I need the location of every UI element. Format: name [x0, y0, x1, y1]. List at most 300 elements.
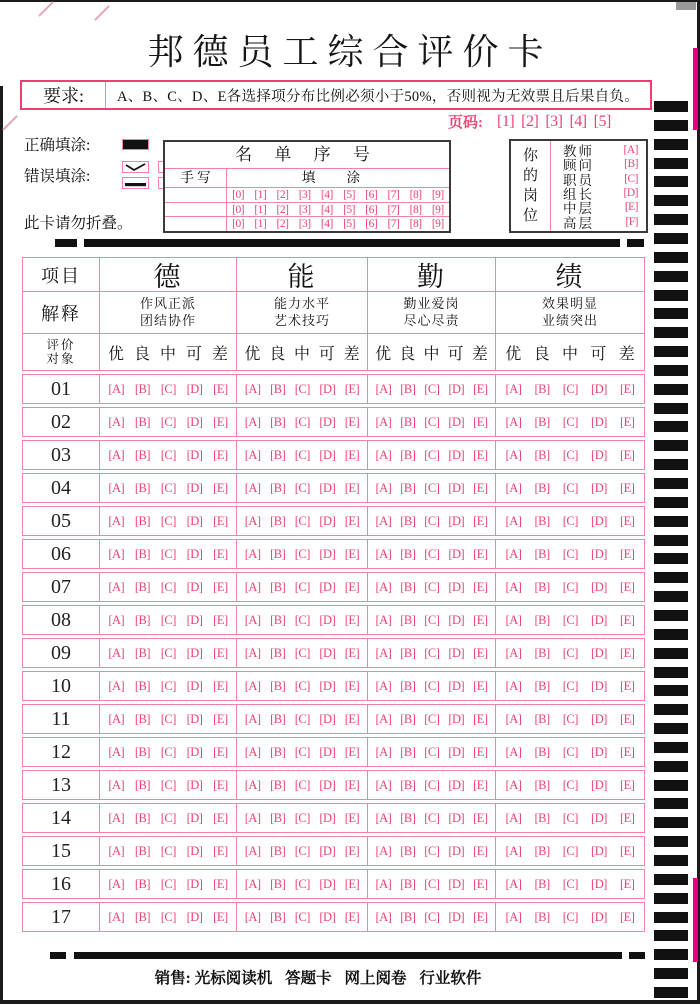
answer-bubble[interactable]: [B]	[400, 480, 416, 495]
answer-bubble[interactable]: [D]	[186, 909, 203, 924]
answer-bubble[interactable]: [C]	[424, 777, 440, 792]
answer-bubble[interactable]: [D]	[591, 711, 607, 726]
answer-bubble[interactable]: [B]	[270, 777, 286, 792]
position-bubble[interactable]: [B]	[624, 158, 638, 171]
answer-bubble[interactable]: [B]	[134, 909, 151, 924]
answer-bubble[interactable]: [C]	[562, 777, 578, 792]
answer-bubble[interactable]: [D]	[448, 414, 465, 429]
answer-bubble[interactable]: [D]	[186, 678, 203, 693]
answer-bubble[interactable]: [C]	[562, 909, 578, 924]
answer-bubble[interactable]: [D]	[186, 381, 203, 396]
answer-bubble[interactable]: [E]	[213, 876, 228, 891]
answer-bubble[interactable]: [E]	[473, 612, 488, 627]
answer-bubble[interactable]: [D]	[448, 381, 465, 396]
page-number-bubble[interactable]: [3]	[545, 112, 563, 130]
answer-bubble[interactable]: [D]	[591, 777, 607, 792]
answer-bubble[interactable]: [B]	[534, 744, 550, 759]
answer-bubble[interactable]: [A]	[108, 744, 125, 759]
digit-bubble[interactable]: [4]	[320, 188, 333, 201]
answer-bubble[interactable]: [A]	[375, 810, 392, 825]
answer-bubble[interactable]: [C]	[160, 612, 176, 627]
answer-bubble[interactable]: [C]	[424, 480, 440, 495]
answer-bubble[interactable]: [A]	[375, 843, 392, 858]
answer-bubble[interactable]: [B]	[534, 612, 550, 627]
answer-bubble[interactable]: [E]	[619, 579, 635, 594]
answer-bubble[interactable]: [A]	[244, 810, 261, 825]
answer-bubble[interactable]: [A]	[108, 843, 125, 858]
answer-bubble[interactable]: [D]	[591, 513, 607, 528]
answer-bubble[interactable]: [E]	[344, 546, 360, 561]
answer-bubble[interactable]: [C]	[294, 480, 310, 495]
answer-bubble[interactable]: [B]	[400, 843, 416, 858]
answer-bubble[interactable]: [A]	[108, 546, 125, 561]
digit-bubble[interactable]: [2]	[276, 218, 289, 231]
answer-bubble[interactable]: [C]	[424, 645, 440, 660]
answer-bubble[interactable]: [B]	[134, 546, 151, 561]
answer-bubble[interactable]: [C]	[160, 414, 176, 429]
answer-bubble[interactable]: [B]	[270, 612, 286, 627]
digit-bubble[interactable]: [1]	[254, 188, 267, 201]
answer-bubble[interactable]: [B]	[534, 579, 550, 594]
answer-bubble[interactable]: [E]	[473, 876, 488, 891]
answer-bubble[interactable]: [D]	[186, 579, 203, 594]
answer-bubble[interactable]: [B]	[534, 480, 550, 495]
answer-bubble[interactable]: [C]	[562, 480, 578, 495]
answer-bubble[interactable]: [B]	[134, 678, 151, 693]
answer-bubble[interactable]: [E]	[213, 513, 228, 528]
answer-bubble[interactable]: [C]	[562, 711, 578, 726]
answer-bubble[interactable]: [A]	[505, 480, 522, 495]
digit-bubble[interactable]: [1]	[254, 218, 267, 231]
answer-bubble[interactable]: [C]	[424, 876, 440, 891]
digit-bubble[interactable]: [6]	[365, 203, 378, 216]
answer-bubble[interactable]: [D]	[319, 447, 336, 462]
answer-bubble[interactable]: [B]	[534, 711, 550, 726]
answer-bubble[interactable]: [B]	[134, 711, 151, 726]
answer-bubble[interactable]: [C]	[160, 546, 176, 561]
answer-bubble[interactable]: [A]	[375, 612, 392, 627]
digit-bubble[interactable]: [5]	[343, 188, 355, 201]
answer-bubble[interactable]: [E]	[344, 480, 360, 495]
answer-bubble[interactable]: [A]	[505, 414, 522, 429]
answer-bubble[interactable]: [D]	[319, 579, 336, 594]
answer-bubble[interactable]: [B]	[400, 579, 416, 594]
answer-bubble[interactable]: [C]	[160, 447, 176, 462]
answer-bubble[interactable]: [D]	[186, 711, 203, 726]
answer-bubble[interactable]: [D]	[319, 414, 336, 429]
answer-bubble[interactable]: [B]	[400, 612, 416, 627]
answer-bubble[interactable]: [E]	[473, 480, 488, 495]
answer-bubble[interactable]: [A]	[375, 381, 392, 396]
answer-bubble[interactable]: [E]	[473, 678, 488, 693]
answer-bubble[interactable]: [E]	[213, 744, 228, 759]
answer-bubble[interactable]: [D]	[591, 678, 607, 693]
answer-bubble[interactable]: [E]	[344, 612, 360, 627]
answer-bubble[interactable]: [D]	[186, 876, 203, 891]
digit-bubble[interactable]: [2]	[276, 188, 289, 201]
answer-bubble[interactable]: [D]	[448, 777, 465, 792]
digit-bubble[interactable]: [7]	[387, 188, 400, 201]
answer-bubble[interactable]: [B]	[400, 876, 416, 891]
answer-bubble[interactable]: [D]	[319, 612, 336, 627]
answer-bubble[interactable]: [C]	[562, 876, 578, 891]
answer-bubble[interactable]: [A]	[108, 876, 125, 891]
answer-bubble[interactable]: [B]	[534, 414, 550, 429]
answer-bubble[interactable]: [C]	[294, 612, 310, 627]
answer-bubble[interactable]: [B]	[134, 843, 151, 858]
answer-bubble[interactable]: [A]	[244, 579, 261, 594]
answer-bubble[interactable]: [B]	[534, 909, 550, 924]
answer-bubble[interactable]: [A]	[505, 843, 522, 858]
answer-bubble[interactable]: [A]	[108, 810, 125, 825]
answer-bubble[interactable]: [D]	[448, 579, 465, 594]
answer-bubble[interactable]: [A]	[375, 777, 392, 792]
answer-bubble[interactable]: [E]	[473, 744, 488, 759]
answer-bubble[interactable]: [A]	[108, 480, 125, 495]
answer-bubble[interactable]: [E]	[213, 447, 228, 462]
answer-bubble[interactable]: [A]	[375, 678, 392, 693]
answer-bubble[interactable]: [C]	[294, 711, 310, 726]
answer-bubble[interactable]: [D]	[319, 744, 336, 759]
answer-bubble[interactable]: [E]	[213, 546, 228, 561]
answer-bubble[interactable]: [E]	[344, 876, 360, 891]
answer-bubble[interactable]: [A]	[375, 579, 392, 594]
answer-bubble[interactable]: [B]	[270, 744, 286, 759]
answer-bubble[interactable]: [B]	[534, 678, 550, 693]
answer-bubble[interactable]: [E]	[213, 843, 228, 858]
answer-bubble[interactable]: [C]	[562, 447, 578, 462]
answer-bubble[interactable]: [A]	[505, 381, 522, 396]
answer-bubble[interactable]: [B]	[270, 645, 286, 660]
answer-bubble[interactable]: [B]	[134, 744, 151, 759]
answer-bubble[interactable]: [A]	[244, 414, 261, 429]
answer-bubble[interactable]: [A]	[505, 579, 522, 594]
answer-bubble[interactable]: [B]	[400, 513, 416, 528]
answer-bubble[interactable]: [D]	[186, 843, 203, 858]
answer-bubble[interactable]: [D]	[186, 513, 203, 528]
answer-bubble[interactable]: [C]	[160, 843, 176, 858]
answer-bubble[interactable]: [E]	[213, 678, 228, 693]
answer-bubble[interactable]: [B]	[534, 843, 550, 858]
answer-bubble[interactable]: [A]	[375, 513, 392, 528]
answer-bubble[interactable]: [C]	[160, 579, 176, 594]
answer-bubble[interactable]: [E]	[344, 513, 360, 528]
answer-bubble[interactable]: [E]	[619, 381, 635, 396]
answer-bubble[interactable]: [B]	[270, 480, 286, 495]
answer-bubble[interactable]: [A]	[505, 711, 522, 726]
answer-bubble[interactable]: [C]	[424, 414, 440, 429]
answer-bubble[interactable]: [A]	[108, 447, 125, 462]
digit-bubble[interactable]: [9]	[431, 203, 444, 216]
digit-bubble[interactable]: [8]	[409, 218, 422, 231]
answer-bubble[interactable]: [E]	[619, 414, 635, 429]
answer-bubble[interactable]: [D]	[186, 777, 203, 792]
answer-bubble[interactable]: [E]	[213, 711, 228, 726]
answer-bubble[interactable]: [B]	[134, 414, 151, 429]
answer-bubble[interactable]: [B]	[134, 612, 151, 627]
answer-bubble[interactable]: [C]	[424, 546, 440, 561]
answer-bubble[interactable]: [E]	[213, 579, 228, 594]
answer-bubble[interactable]: [A]	[108, 678, 125, 693]
answer-bubble[interactable]: [D]	[319, 381, 336, 396]
answer-bubble[interactable]: [C]	[294, 909, 310, 924]
answer-bubble[interactable]: [D]	[591, 579, 607, 594]
answer-bubble[interactable]: [A]	[375, 876, 392, 891]
answer-bubble[interactable]: [C]	[424, 381, 440, 396]
digit-bubble[interactable]: [6]	[365, 218, 378, 231]
answer-bubble[interactable]: [E]	[473, 645, 488, 660]
answer-bubble[interactable]: [A]	[108, 414, 125, 429]
answer-bubble[interactable]: [D]	[591, 381, 607, 396]
answer-bubble[interactable]: [B]	[270, 810, 286, 825]
position-bubble[interactable]: [C]	[624, 172, 638, 185]
answer-bubble[interactable]: [B]	[134, 513, 151, 528]
answer-bubble[interactable]: [A]	[505, 876, 522, 891]
answer-bubble[interactable]: [E]	[473, 447, 488, 462]
answer-bubble[interactable]: [D]	[448, 909, 465, 924]
answer-bubble[interactable]: [C]	[562, 546, 578, 561]
answer-bubble[interactable]: [E]	[473, 546, 488, 561]
answer-bubble[interactable]: [A]	[244, 777, 261, 792]
answer-bubble[interactable]: [E]	[619, 447, 635, 462]
answer-bubble[interactable]: [B]	[134, 645, 151, 660]
answer-bubble[interactable]: [E]	[619, 645, 635, 660]
answer-bubble[interactable]: [B]	[534, 777, 550, 792]
answer-bubble[interactable]: [A]	[244, 876, 261, 891]
answer-bubble[interactable]: [B]	[134, 447, 151, 462]
answer-bubble[interactable]: [D]	[591, 546, 607, 561]
answer-bubble[interactable]: [B]	[270, 381, 286, 396]
digit-bubble[interactable]: [0]	[232, 203, 245, 216]
answer-bubble[interactable]: [D]	[448, 447, 465, 462]
answer-bubble[interactable]: [A]	[244, 546, 261, 561]
page-number-bubble[interactable]: [4]	[569, 112, 587, 130]
answer-bubble[interactable]: [C]	[294, 513, 310, 528]
answer-bubble[interactable]: [E]	[344, 678, 360, 693]
handwrite-cell[interactable]	[165, 203, 227, 217]
answer-bubble[interactable]: [B]	[270, 414, 286, 429]
answer-bubble[interactable]: [C]	[424, 678, 440, 693]
answer-bubble[interactable]: [E]	[213, 480, 228, 495]
answer-bubble[interactable]: [B]	[270, 447, 286, 462]
answer-bubble[interactable]: [D]	[319, 513, 336, 528]
answer-bubble[interactable]: [A]	[244, 678, 261, 693]
answer-bubble[interactable]: [E]	[473, 513, 488, 528]
answer-bubble[interactable]: [B]	[270, 909, 286, 924]
answer-bubble[interactable]: [C]	[562, 744, 578, 759]
answer-bubble[interactable]: [C]	[294, 381, 310, 396]
answer-bubble[interactable]: [B]	[270, 876, 286, 891]
answer-bubble[interactable]: [B]	[400, 414, 416, 429]
answer-bubble[interactable]: [C]	[562, 414, 578, 429]
answer-bubble[interactable]: [A]	[505, 447, 522, 462]
position-bubble[interactable]: [A]	[623, 144, 638, 157]
answer-bubble[interactable]: [C]	[562, 678, 578, 693]
answer-bubble[interactable]: [D]	[591, 480, 607, 495]
answer-bubble[interactable]: [E]	[619, 876, 635, 891]
answer-bubble[interactable]: [B]	[534, 546, 550, 561]
answer-bubble[interactable]: [E]	[619, 843, 635, 858]
answer-bubble[interactable]: [D]	[319, 645, 336, 660]
answer-bubble[interactable]: [D]	[319, 546, 336, 561]
answer-bubble[interactable]: [E]	[213, 909, 228, 924]
page-number-bubble[interactable]: [1]	[497, 112, 515, 130]
answer-bubble[interactable]: [B]	[400, 810, 416, 825]
answer-bubble[interactable]: [A]	[108, 513, 125, 528]
answer-bubble[interactable]: [B]	[270, 678, 286, 693]
answer-bubble[interactable]: [E]	[344, 843, 360, 858]
answer-bubble[interactable]: [C]	[160, 711, 176, 726]
digit-bubble[interactable]: [5]	[343, 218, 355, 231]
answer-bubble[interactable]: [B]	[270, 546, 286, 561]
answer-bubble[interactable]: [D]	[448, 711, 465, 726]
answer-bubble[interactable]: [A]	[375, 447, 392, 462]
answer-bubble[interactable]: [B]	[134, 480, 151, 495]
answer-bubble[interactable]: [C]	[562, 381, 578, 396]
answer-bubble[interactable]: [D]	[319, 909, 336, 924]
answer-bubble[interactable]: [A]	[108, 579, 125, 594]
answer-bubble[interactable]: [C]	[160, 513, 176, 528]
answer-bubble[interactable]: [C]	[160, 909, 176, 924]
answer-bubble[interactable]: [E]	[213, 381, 228, 396]
answer-bubble[interactable]: [E]	[344, 645, 360, 660]
answer-bubble[interactable]: [E]	[619, 810, 635, 825]
answer-bubble[interactable]: [E]	[213, 810, 228, 825]
answer-bubble[interactable]: [D]	[448, 678, 465, 693]
answer-bubble[interactable]: [A]	[375, 546, 392, 561]
answer-bubble[interactable]: [D]	[319, 777, 336, 792]
answer-bubble[interactable]: [C]	[160, 744, 176, 759]
answer-bubble[interactable]: [D]	[319, 480, 336, 495]
answer-bubble[interactable]: [E]	[473, 843, 488, 858]
answer-bubble[interactable]: [B]	[134, 876, 151, 891]
answer-bubble[interactable]: [C]	[294, 810, 310, 825]
answer-bubble[interactable]: [B]	[400, 744, 416, 759]
digit-bubble[interactable]: [7]	[387, 218, 400, 231]
answer-bubble[interactable]: [B]	[400, 381, 416, 396]
answer-bubble[interactable]: [B]	[400, 777, 416, 792]
answer-bubble[interactable]: [D]	[186, 447, 203, 462]
answer-bubble[interactable]: [D]	[448, 810, 465, 825]
answer-bubble[interactable]: [C]	[294, 546, 310, 561]
answer-bubble[interactable]: [B]	[270, 711, 286, 726]
answer-bubble[interactable]: [B]	[400, 909, 416, 924]
answer-bubble[interactable]: [A]	[244, 513, 261, 528]
answer-bubble[interactable]: [C]	[294, 645, 310, 660]
answer-bubble[interactable]: [C]	[160, 480, 176, 495]
answer-bubble[interactable]: [C]	[562, 513, 578, 528]
answer-bubble[interactable]: [D]	[448, 612, 465, 627]
answer-bubble[interactable]: [C]	[160, 678, 176, 693]
answer-bubble[interactable]: [B]	[534, 876, 550, 891]
answer-bubble[interactable]: [C]	[294, 678, 310, 693]
answer-bubble[interactable]: [D]	[186, 810, 203, 825]
digit-bubble[interactable]: [1]	[254, 203, 267, 216]
answer-bubble[interactable]: [A]	[375, 414, 392, 429]
answer-bubble[interactable]: [E]	[473, 909, 488, 924]
answer-bubble[interactable]: [A]	[108, 711, 125, 726]
digit-bubble[interactable]: [3]	[298, 188, 311, 201]
answer-bubble[interactable]: [C]	[160, 381, 176, 396]
answer-bubble[interactable]: [C]	[424, 447, 440, 462]
answer-bubble[interactable]: [E]	[619, 711, 635, 726]
answer-bubble[interactable]: [B]	[534, 381, 550, 396]
answer-bubble[interactable]: [A]	[505, 645, 522, 660]
answer-bubble[interactable]: [B]	[400, 645, 416, 660]
answer-bubble[interactable]: [D]	[591, 414, 607, 429]
answer-bubble[interactable]: [C]	[160, 876, 176, 891]
answer-bubble[interactable]: [C]	[424, 744, 440, 759]
position-bubble[interactable]: [E]	[624, 201, 638, 214]
answer-bubble[interactable]: [A]	[244, 711, 261, 726]
answer-bubble[interactable]: [B]	[400, 678, 416, 693]
answer-bubble[interactable]: [D]	[591, 645, 607, 660]
answer-bubble[interactable]: [D]	[448, 513, 465, 528]
answer-bubble[interactable]: [A]	[505, 777, 522, 792]
answer-bubble[interactable]: [C]	[160, 777, 176, 792]
digit-bubble[interactable]: [3]	[298, 218, 311, 231]
answer-bubble[interactable]: [A]	[244, 909, 261, 924]
answer-bubble[interactable]: [D]	[591, 744, 607, 759]
answer-bubble[interactable]: [D]	[186, 414, 203, 429]
answer-bubble[interactable]: [D]	[319, 678, 336, 693]
digit-bubble[interactable]: [0]	[232, 218, 245, 231]
answer-bubble[interactable]: [D]	[591, 612, 607, 627]
answer-bubble[interactable]: [E]	[344, 381, 360, 396]
answer-bubble[interactable]: [C]	[160, 645, 176, 660]
answer-bubble[interactable]: [C]	[294, 579, 310, 594]
answer-bubble[interactable]: [C]	[562, 843, 578, 858]
answer-bubble[interactable]: [A]	[108, 381, 125, 396]
answer-bubble[interactable]: [C]	[424, 579, 440, 594]
answer-bubble[interactable]: [E]	[619, 612, 635, 627]
answer-bubble[interactable]: [A]	[244, 480, 261, 495]
answer-bubble[interactable]: [E]	[619, 744, 635, 759]
answer-bubble[interactable]: [D]	[591, 810, 607, 825]
answer-bubble[interactable]: [B]	[134, 810, 151, 825]
answer-bubble[interactable]: [D]	[591, 876, 607, 891]
answer-bubble[interactable]: [E]	[473, 414, 488, 429]
answer-bubble[interactable]: [A]	[375, 744, 392, 759]
digit-bubble[interactable]: [9]	[431, 218, 444, 231]
digit-bubble[interactable]: [8]	[409, 188, 422, 201]
answer-bubble[interactable]: [A]	[108, 909, 125, 924]
answer-bubble[interactable]: [D]	[319, 843, 336, 858]
answer-bubble[interactable]: [A]	[244, 447, 261, 462]
answer-bubble[interactable]: [D]	[448, 744, 465, 759]
answer-bubble[interactable]: [E]	[473, 777, 488, 792]
answer-bubble[interactable]: [E]	[213, 414, 228, 429]
answer-bubble[interactable]: [C]	[562, 645, 578, 660]
page-number-bubble[interactable]: [5]	[593, 112, 611, 130]
digit-bubble[interactable]: [8]	[409, 203, 422, 216]
answer-bubble[interactable]: [B]	[400, 546, 416, 561]
answer-bubble[interactable]: [D]	[448, 843, 465, 858]
answer-bubble[interactable]: [A]	[244, 744, 261, 759]
answer-bubble[interactable]: [E]	[473, 711, 488, 726]
answer-bubble[interactable]: [E]	[344, 810, 360, 825]
answer-bubble[interactable]: [E]	[344, 744, 360, 759]
answer-bubble[interactable]: [B]	[534, 810, 550, 825]
digit-bubble[interactable]: [5]	[343, 203, 355, 216]
answer-bubble[interactable]: [E]	[619, 777, 635, 792]
answer-bubble[interactable]: [C]	[294, 843, 310, 858]
answer-bubble[interactable]: [D]	[319, 810, 336, 825]
answer-bubble[interactable]: [E]	[344, 909, 360, 924]
answer-bubble[interactable]: [B]	[270, 579, 286, 594]
answer-bubble[interactable]: [A]	[505, 744, 522, 759]
handwrite-cell[interactable]	[165, 217, 227, 231]
